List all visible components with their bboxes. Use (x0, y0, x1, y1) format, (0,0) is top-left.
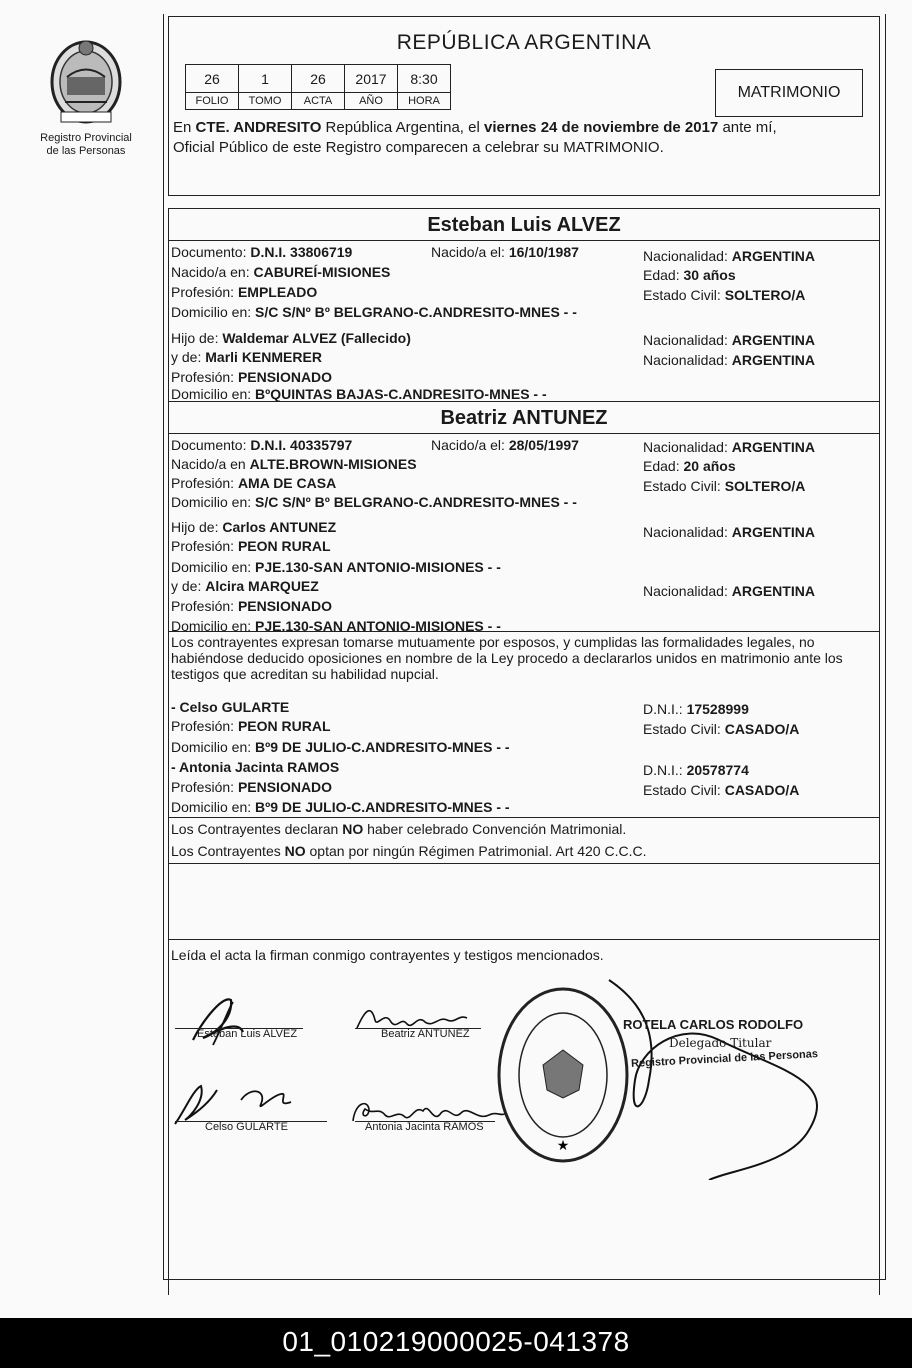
bride-profession: Profesión: AMA DE CASA (171, 475, 337, 491)
bride-address: Domicilio en: S/C S/Nº Bº BELGRANO-C.ANDRESITO-MNES - - (171, 494, 577, 510)
groom-father: Hijo de: Waldemar ALVEZ (Fallecido) (171, 330, 411, 346)
groom-sig-name: Esteban Luis ALVEZ (197, 1028, 298, 1040)
groom-birthplace: Nacido/a en: CABUREÍ-MISIONES (171, 264, 391, 280)
intro-text: En CTE. ANDRESITO República Argentina, el viernes 24 de noviembre de 2017 ante mí, Oficial Público de este Registro comparecen a celebrar su MATRIMONIO. (173, 119, 777, 156)
witness-2-name: - Antonia Jacinta RAMOS (171, 759, 340, 775)
groom-civil-status: Estado Civil: SOLTERO/A (643, 287, 806, 303)
groom-birthdate: Nacido/a el: 16/10/1987 (431, 244, 579, 260)
groom-nationality: Nacionalidad: ARGENTINA (643, 248, 815, 264)
conventions-section (168, 818, 880, 864)
document-id: 01_010219000025-041378 (0, 1318, 912, 1368)
bride-father-address: Domicilio en: PJE.130-SAN ANTONIO-MISIONES - - (171, 559, 501, 575)
bride-mother-address: Domicilio en: PJE.130-SAN ANTONIO-MISIONES - - (171, 618, 501, 634)
country-title: REPÚBLICA ARGENTINA (396, 31, 652, 54)
record-type: MATRIMONIO (715, 69, 863, 117)
groom-parents-address: Domicilio en: BºQUINTAS BAJAS-C.ANDRESITO-MNES - - (171, 386, 547, 402)
registry-line-1: Registro Provincial (40, 132, 132, 144)
witness-2-address: Domicilio en: Bº9 DE JULIO-C.ANDRESITO-MNES - - (171, 799, 510, 815)
groom-father-nationality: Nacionalidad: ARGENTINA (643, 332, 815, 348)
witness-1-dni: D.N.I.: 17528999 (643, 701, 749, 717)
bride-sig-name: Beatriz ANTUNEZ (381, 1028, 470, 1040)
official-office: Registro Provincial de las Personas (630, 1048, 819, 1070)
groom-document: Documento: D.N.I. 33806719 (171, 244, 353, 260)
svg-text:★: ★ (556, 1138, 570, 1154)
bride-mother-nationality: Nacionalidad: ARGENTINA (643, 583, 815, 599)
groom-signature (183, 990, 253, 1050)
signature-area (168, 940, 880, 1295)
bride-birthplace: Nacido/a en ALTE.BROWN-MISIONES (171, 456, 417, 472)
witness-1-name: - Celso GULARTE (171, 699, 290, 715)
certificate-header (168, 16, 880, 196)
bride-birthdate: Nacido/a el: 28/05/1997 (431, 437, 579, 453)
groom-mother-nationality: Nacionalidad: ARGENTINA (643, 352, 815, 368)
groom-address: Domicilio en: S/C S/Nº Bº BELGRANO-C.ANDRESITO-MNES - - (171, 304, 577, 320)
signing-text: Leída el acta la firman conmigo contrayentes y testigos mencionados. (171, 947, 604, 963)
witness-1-sig-name: Celso GULARTE (205, 1121, 288, 1133)
blank-section (168, 864, 880, 940)
convention-line-2: Los Contrayentes NO optan por ningún Régimen Patrimonial. Art 420 C.C.C. (171, 843, 647, 859)
witness-2-dni: D.N.I.: 20578774 (643, 762, 749, 778)
bride-civil-status: Estado Civil: SOLTERO/A (643, 478, 806, 494)
bride-name: Beatriz ANTUNEZ (169, 402, 879, 434)
witnesses-section (168, 632, 880, 818)
record-boxes (185, 64, 450, 110)
hora-box: 8:30 HORA (397, 64, 451, 110)
witness-1-profession: Profesión: PEON RURAL (171, 718, 331, 734)
bride-father-profession: Profesión: PEON RURAL (171, 538, 331, 554)
tomo-box: 1 TOMO (238, 64, 292, 110)
witness-1-civil-status: Estado Civil: CASADO/A (643, 721, 800, 737)
bride-document: Documento: D.N.I. 40335797 (171, 437, 353, 453)
bride-nationality: Nacionalidad: ARGENTINA (643, 439, 815, 455)
misiones-seal-icon (47, 32, 125, 128)
bride-age: Edad: 20 años (643, 458, 736, 474)
bride-section (168, 402, 880, 632)
witness-2-civil-status: Estado Civil: CASADO/A (643, 782, 800, 798)
folio-box: 26 FOLIO (185, 64, 239, 110)
groom-profession: Profesión: EMPLEADO (171, 284, 318, 300)
province-logo (30, 32, 142, 158)
registry-caption (30, 132, 142, 158)
bride-father-nationality: Nacionalidad: ARGENTINA (643, 524, 815, 540)
certificate (168, 16, 880, 1295)
anio-box: 2017 AÑO (344, 64, 398, 110)
groom-name: Esteban Luis ALVEZ (169, 209, 879, 241)
witness-1-address: Domicilio en: Bº9 DE JULIO-C.ANDRESITO-MNES - - (171, 739, 510, 755)
official-role: Delegado Titular (669, 1036, 772, 1050)
groom-section (168, 208, 880, 402)
bride-mother: y de: Alcira MARQUEZ (171, 578, 319, 594)
convention-line-1: Los Contrayentes declaran NO haber celebrado Convención Matrimonial. (171, 821, 627, 837)
bride-mother-profession: Profesión: PENSIONADO (171, 598, 333, 614)
declaration-text: Los contrayentes expresan tomarse mutuamente por esposos, y cumplidas las formalidades legales, no habiéndose deducido oposiciones en nombre de la Ley procedo a declararlos unidos en matrimonio ante los testigos que acreditan su habilidad nupcial. (171, 634, 843, 682)
bride-father: Hijo de: Carlos ANTUNEZ (171, 519, 337, 535)
groom-mother: y de: Marli KENMERER (171, 349, 322, 365)
groom-parents-profession: Profesión: PENSIONADO (171, 369, 333, 385)
acta-box: 26 ACTA (291, 64, 345, 110)
official-name: ROTELA CARLOS RODOLFO (623, 1017, 804, 1032)
groom-age: Edad: 30 años (643, 267, 736, 283)
witness-2-profession: Profesión: PENSIONADO (171, 779, 333, 795)
witness-2-sig-name: Antonia Jacinta RAMOS (365, 1121, 484, 1133)
registry-line-2: de las Personas (46, 145, 126, 157)
